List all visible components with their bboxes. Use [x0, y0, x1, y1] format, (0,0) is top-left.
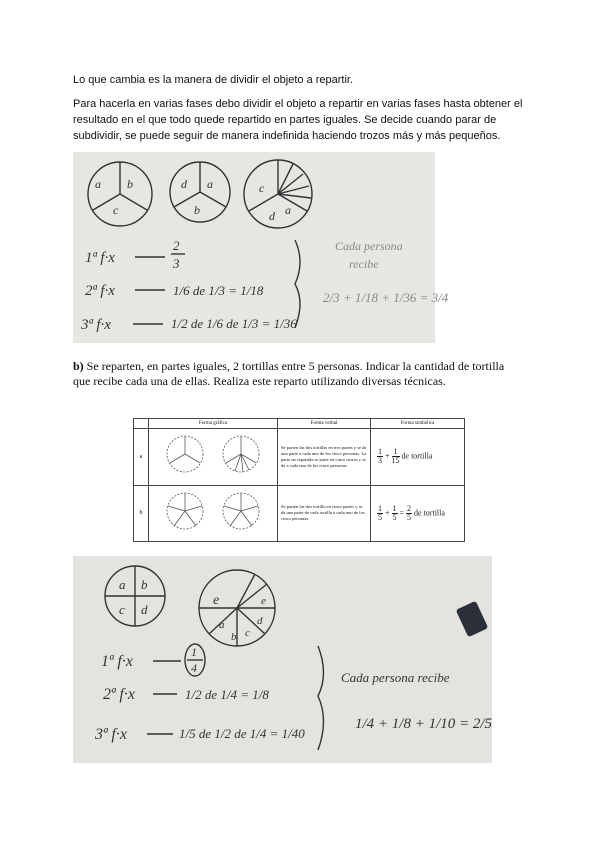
circle2-letter-b: b [194, 203, 200, 217]
forms-table [133, 418, 465, 542]
row-a-label: a [134, 429, 149, 486]
circle-thirds-2 [170, 162, 230, 222]
circle1-letter-a: a [95, 177, 101, 191]
row-b-label: b [134, 485, 149, 542]
p2-circle2-a: a [219, 619, 225, 631]
row-b-suffix: de tortilla [414, 508, 445, 518]
step3-expr: 1/2 de 1/6 de 1/3 = 1/36 [171, 316, 297, 331]
circle1-letter-b: b [127, 177, 133, 191]
p2-step1-num: 1 [191, 645, 197, 659]
circle1-letter-c: c [113, 203, 119, 217]
row-a-suffix: de tortilla [401, 451, 433, 461]
p2-step2-label: 2ª f·x [103, 686, 135, 703]
p2-note: Cada persona recibe [341, 670, 450, 685]
task-b-statement [73, 359, 513, 389]
row-a-symbolic: $\frac{1}{3}$ + $\frac{1}{15}$ de tortilla [371, 429, 465, 486]
p2-circle1-d: d [141, 602, 148, 617]
row-a-verbal: Se parten las dos tortillas en tres partes y se da una parte a cada uno de los cinco personas. La parte no repartida se parte en cinco trozos y se da a cada uno de los cinco personas. [278, 429, 371, 486]
circle3-letter-c: c [259, 181, 265, 195]
circle-subdivided-3 [244, 160, 312, 228]
step1-num: 2 [173, 238, 180, 253]
row-b-graphic [149, 485, 278, 542]
p2-circle2-d: d [257, 615, 263, 627]
note-line1: Cada persona [335, 239, 403, 253]
note-line2: recibe [349, 257, 379, 271]
circle2-letter-d: d [181, 177, 187, 191]
p2-circle2-e: e [213, 593, 220, 608]
circle3-letter-a: a [285, 203, 291, 217]
circle-quarters [105, 566, 165, 626]
p2-circle2-b: b [231, 631, 237, 643]
header-verbal: Forma verbal [278, 419, 371, 429]
table-row [134, 485, 465, 542]
task-b-text: Se reparten, en partes iguales, 2 tortillas entre 5 personas. Indicar la cantidad de tortilla que recibe cada una de ellas. Realiza este reparto utilizando diversas técnicas. [73, 359, 505, 388]
p2-sum-expression: 1/4 + 1/8 + 1/10 = 2/5 [355, 716, 493, 732]
p2-circle1-c: c [119, 602, 125, 617]
p2-step1-den: 4 [191, 661, 197, 675]
sum-expression: 2/3 + 1/18 + 1/36 = 3/4 [323, 290, 449, 305]
row-b-symbolic: $\frac{1}{5}$ + $\frac{1}{5}$ = $\frac{2}{5}$ de tortilla [371, 485, 465, 542]
p2-step3-expr: 1/5 de 1/2 de 1/4 = 1/40 [179, 726, 305, 741]
step2-expr: 1/6 de 1/3 = 1/18 [173, 283, 264, 298]
task-b-label: b) [73, 359, 84, 373]
whiteboard-photo-1 [73, 152, 449, 343]
row-b-verbal: Se parten las dos tortilla en cinco partes y se da una parte de cada tortilla a cada uno de los cinco personas. [278, 485, 371, 542]
p2-step2-expr: 1/2 de 1/4 = 1/8 [185, 687, 269, 702]
p2-circle1-b: b [141, 577, 148, 592]
explanation-paragraph: Para hacerla en varias fases debo dividir el objeto a repartir en varias fases hasta obtener el resultado en el que todo quede repartido en partes iguales. Se decide cuando parar de subdividir, se puede seguir de manera indefinida haciendo trozos más y más pequeños. [73, 98, 523, 142]
circle3-letter-d: d [269, 209, 275, 223]
header-graphic: Forma gráfica [149, 419, 278, 429]
step3-label: 3ª f·x [81, 317, 111, 333]
circle2-letter-a: a [207, 177, 213, 191]
eraser-icon [456, 601, 489, 637]
brace-icon [295, 240, 300, 328]
intro-paragraph: Lo que cambia es la manera de dividir el objeto a repartir. [73, 74, 354, 86]
step1-label: 1ª f·x [85, 250, 115, 266]
circle-thirds-1 [88, 162, 152, 226]
row-a-graphic [149, 429, 278, 486]
p2-circle2-c: c [245, 627, 250, 639]
p2-circle1-a: a [119, 577, 126, 592]
header-empty [134, 419, 149, 429]
whiteboard-photo-2 [73, 556, 492, 763]
header-symbolic: Forma simbólica [371, 419, 465, 429]
p2-circle2-e2: e [261, 595, 266, 607]
step1-den: 3 [173, 256, 180, 271]
step2-label: 2ª f·x [85, 283, 115, 299]
p2-step1-label: 1ª f·x [101, 653, 133, 670]
table-row [134, 429, 465, 486]
p2-step3-label: 3ª f·x [95, 726, 127, 743]
circle-subdivided [199, 570, 275, 646]
table-header-row [134, 419, 465, 429]
brace-icon [318, 646, 324, 750]
